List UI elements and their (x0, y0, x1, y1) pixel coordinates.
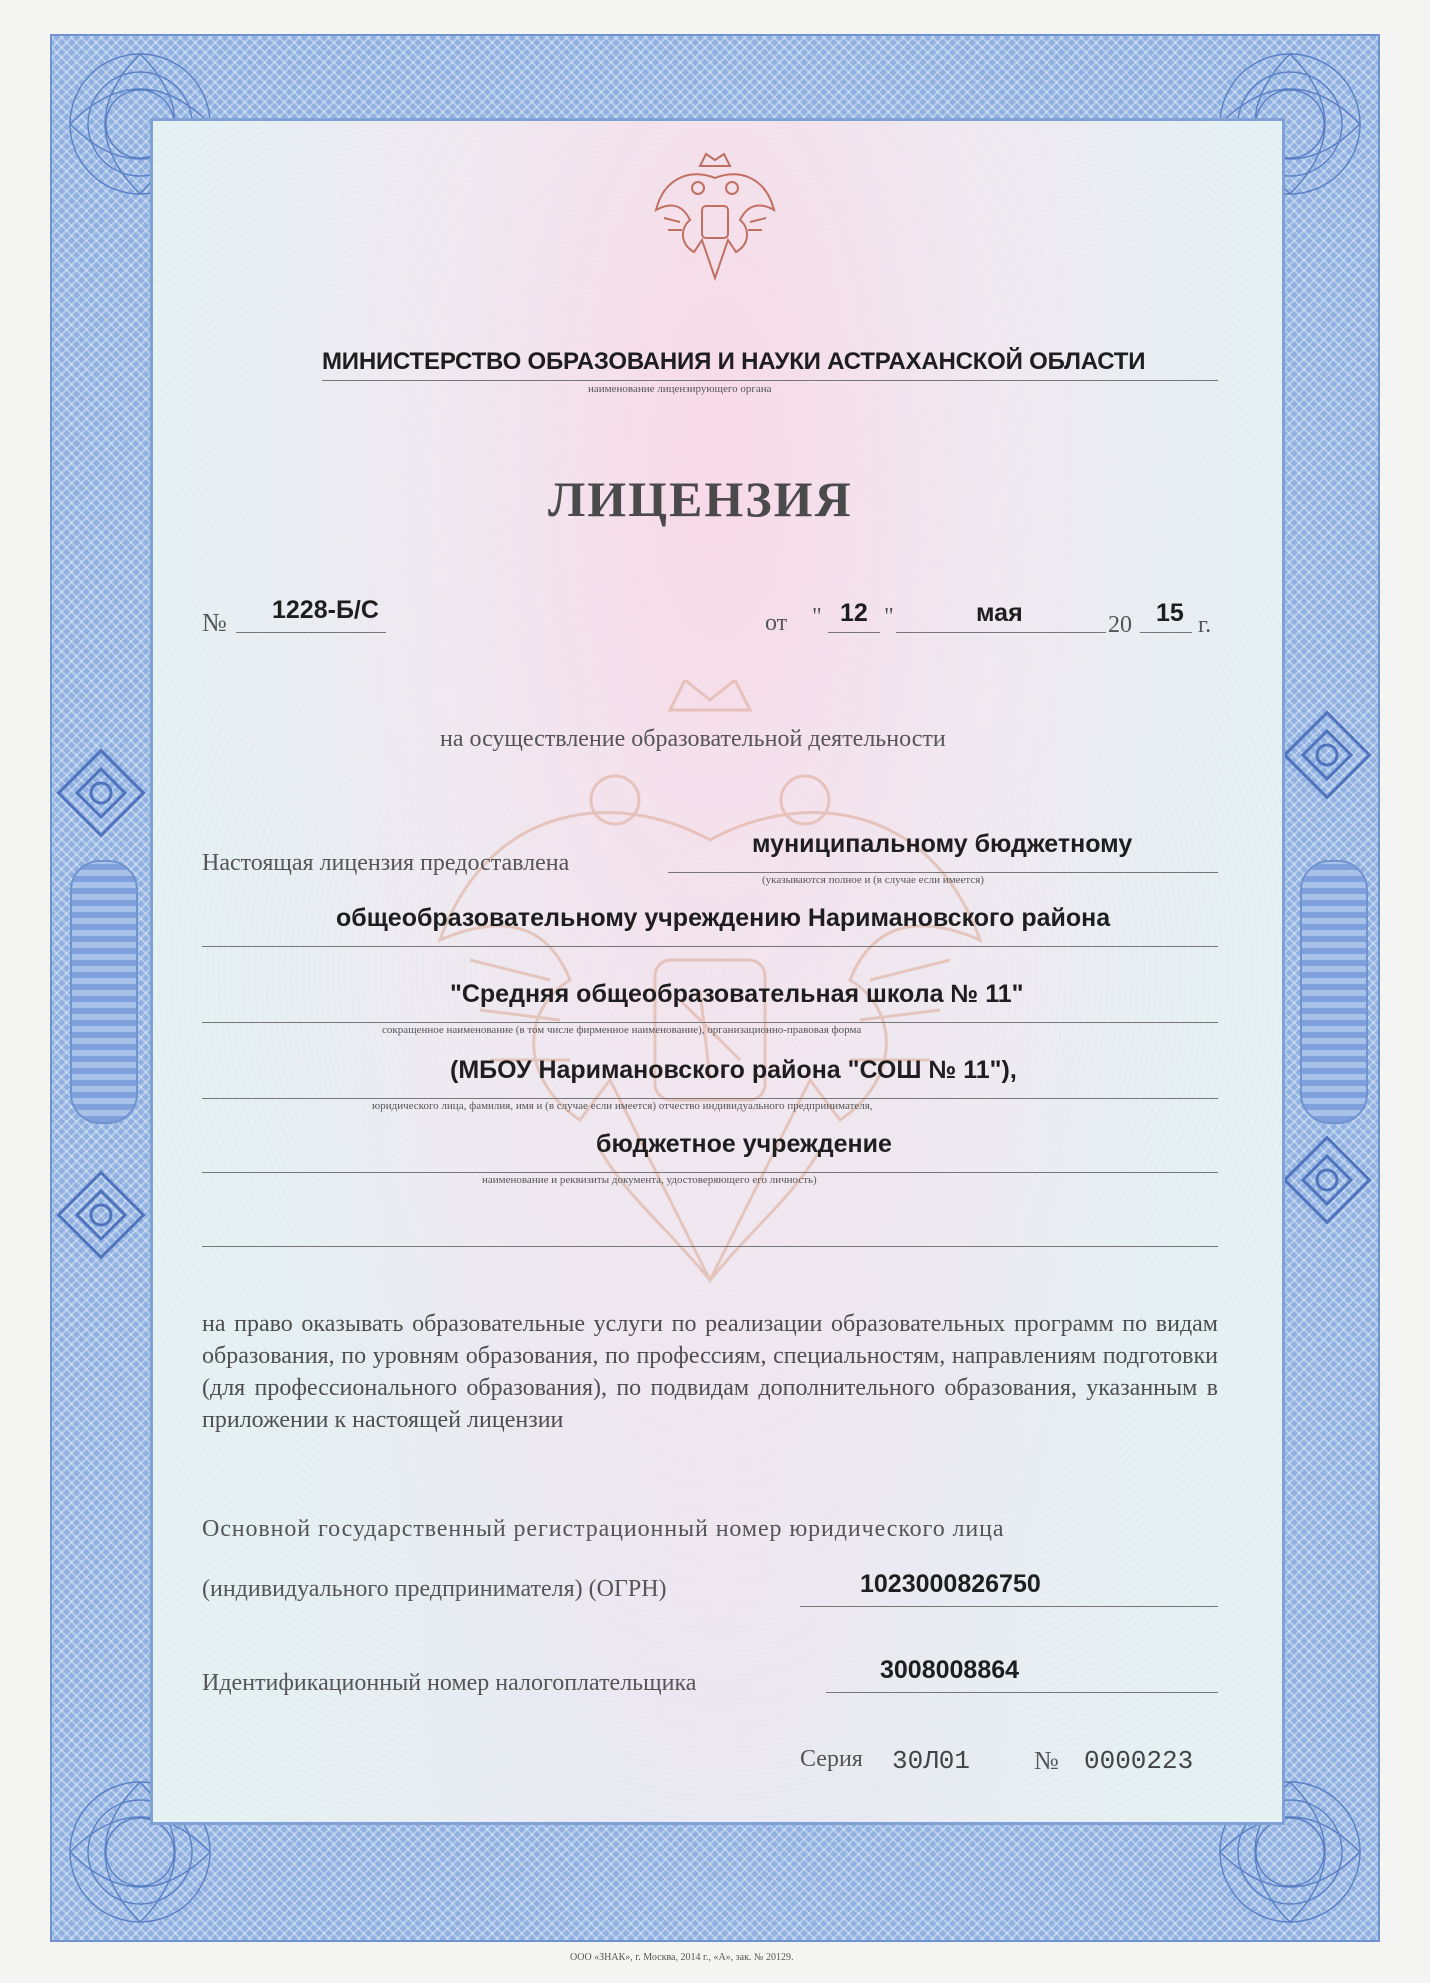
date-year-unit: г. (1198, 612, 1212, 638)
document-title: ЛИЦЕНЗИЯ (548, 471, 853, 527)
ogrn-label-line-1: Основной государственный регистрационный номер юридического лица (202, 1516, 1005, 1542)
licensee-line-5: бюджетное учреждение (596, 1130, 892, 1158)
series-number-label: № (1034, 1746, 1059, 1775)
coat-of-arms-emblem (650, 148, 780, 288)
date-year-prefix: 20 (1108, 612, 1132, 638)
date-year: 15 (1156, 599, 1184, 627)
licensee-line-1-rule (668, 872, 1218, 873)
authority-caption: наименование лицензирующего органа (588, 383, 772, 395)
date-day: 12 (840, 599, 868, 627)
series-value: 30Л01 (892, 1746, 971, 1776)
ogrn-value: 1023000826750 (860, 1570, 1041, 1598)
license-number-underline (236, 632, 386, 633)
knot-ornament-right-lower (1272, 1125, 1382, 1235)
series-label: Серия (800, 1746, 863, 1772)
licensee-line-3: "Средняя общеобразовательная школа № 11" (450, 980, 1024, 1008)
license-number: 1228-Б/С (272, 596, 379, 624)
licensee-caption-5: наименование и реквизиты документа, удостоверяющего его личность) (482, 1174, 817, 1186)
side-band-left (70, 860, 138, 1124)
date-day-underline (828, 632, 880, 633)
licensee-line-1: муниципальному бюджетному (752, 830, 1133, 858)
licensee-line-2: общеобразовательному учреждению Наримановского района (336, 904, 1111, 932)
licensee-blank-rule (202, 1246, 1218, 1247)
licensee-intro: Настоящая лицензия предоставлена (202, 850, 570, 876)
knot-ornament-left-lower (46, 1160, 156, 1270)
licensee-line-5-rule (202, 1172, 1218, 1173)
inn-underline (826, 1692, 1218, 1693)
date-month: мая (976, 599, 1023, 627)
date-prefix: от (765, 610, 788, 636)
license-scope-text: на право оказывать образовательные услуги по реализации образовательных программ по видам образования, по уровням образования, по профессиям, специальностям, направлениям подготовки (для профессионального образования), по подвидам дополнительного образования, указанным в приложении к настоящей лицензии (202, 1311, 1218, 1433)
license-purpose: на осуществление образовательной деятельности (440, 726, 946, 752)
knot-ornament-right-upper (1272, 700, 1382, 810)
ogrn-label-line-2: (индивидуального предпринимателя) (ОГРН) (202, 1576, 667, 1602)
date-close-quote: " (884, 604, 894, 630)
date-year-underline (1140, 632, 1192, 633)
authority-underline (322, 380, 1218, 381)
licensee-line-4-rule (202, 1098, 1218, 1099)
licensee-caption-3: сокращенное наименование (в том числе фирменное наименование), организационно-правовая форма (382, 1024, 862, 1036)
knot-ornament-left-upper (46, 738, 156, 848)
licensee-caption-1: (указываются полное и (в случае если имеется) (762, 874, 984, 886)
date-open-quote: " (812, 604, 822, 630)
ogrn-underline (800, 1606, 1218, 1607)
side-band-right (1300, 860, 1368, 1124)
inn-label: Идентификационный номер налогоплательщика (202, 1670, 697, 1696)
date-month-underline (896, 632, 1106, 633)
inn-value: 3008008864 (880, 1656, 1020, 1684)
printer-imprint: ООО «ЗНАК», г. Москва, 2014 г., «А», зак. № 20129. (570, 1952, 794, 1963)
series-number: 0000223 (1084, 1746, 1194, 1776)
licensee-line-2-rule (202, 946, 1218, 947)
licensee-line-3-rule (202, 1022, 1218, 1023)
license-number-label: № (202, 608, 227, 637)
licensing-authority-name: МИНИСТЕРСТВО ОБРАЗОВАНИЯ И НАУКИ АСТРАХАНСКОЙ ОБЛАСТИ (322, 348, 1146, 375)
licensee-line-4: (МБОУ Наримановского района "СОШ № 11"), (450, 1056, 1017, 1084)
licensee-caption-4: юридического лица, фамилия, имя и (в случае если имеется) отчество индивидуального предпринимателя, (372, 1100, 873, 1112)
